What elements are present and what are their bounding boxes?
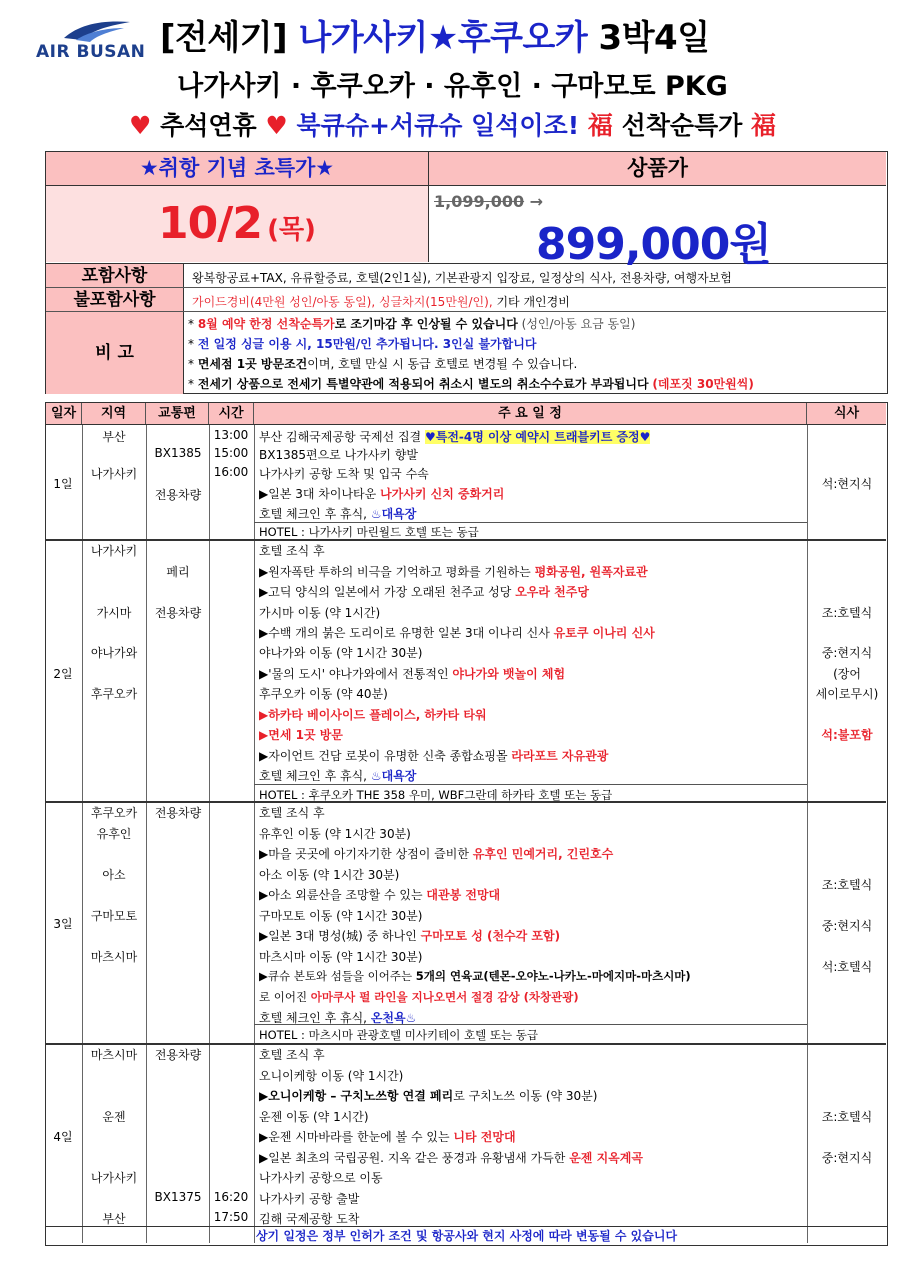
wing-icon <box>62 18 132 44</box>
disclaimer: 상기 일정은 정부 인허가 조건 및 항공사와 현지 사정에 따라 변동될 수 있습니다 <box>45 1226 888 1246</box>
price-box <box>45 151 888 270</box>
promo-line: ♥ 추석연휴 ♥ 북큐슈+서큐슈 일석이조! 福 선착순특가 福 <box>128 111 777 140</box>
info-table <box>45 264 888 394</box>
air-busan-logo <box>36 18 154 68</box>
note-2: * 전 일정 싱글 이용 시, 15만원/인 추가됩니다. 3인실 불가합니다 <box>188 337 537 351</box>
fortune-char: 福 <box>751 111 777 140</box>
excluded-row: 불포함사항 가이드경비(4만원 성인/아동 동일), 싱글차지(15만원/인), 기타 개인경비 <box>46 288 886 312</box>
main-title: [전세기] 나가사키★후쿠오카 3박4일 <box>160 18 710 58</box>
logo-text: AIR BUSAN <box>36 42 146 62</box>
day-1: 1일 <box>53 477 73 491</box>
hotel-day-1: HOTEL : 나가사키 마린월드 호텔 또는 동급 <box>259 525 479 539</box>
old-price: 1,099,000 → <box>434 192 544 211</box>
heart-icon: ♥ <box>128 111 152 140</box>
promo-header: ★취항 기념 초특가★ <box>46 152 429 186</box>
header <box>0 0 905 150</box>
heart-icon: ♥ <box>265 111 288 140</box>
note-3: * 면세점 1곳 방문조건이며, 호텔 만실 시 동급 호텔로 변경될 수 있습니다. <box>188 357 578 371</box>
new-price: 899,000원 <box>536 219 771 270</box>
itinerary-header: 일자 지역 교통편 시간 주 요 일 정 식사 <box>46 403 886 425</box>
hotel-day-2: HOTEL : 후쿠오카 THE 358 우미, WBF그란데 하카타 호텔 또는 동급 <box>259 788 613 802</box>
fortune-char: 福 <box>587 111 613 140</box>
day-4: 4일 <box>53 1130 73 1144</box>
day-3: 3일 <box>53 917 73 931</box>
day-2: 2일 <box>53 667 73 681</box>
note-1: * 8월 예약 한정 선착순특가로 조기마감 후 인상될 수 있습니다 (성인/아동 요금 동일) <box>188 317 636 331</box>
hotel-day-3: HOTEL : 마츠시마 관광호텔 미사키테이 호텔 또는 동급 <box>259 1028 538 1042</box>
subtitle: 나가사키 · 후쿠오카 · 유후인 · 구마모토 PKG <box>177 71 728 102</box>
price-header: 상품가 <box>429 152 886 186</box>
notes-row: 비 고 * 8월 예약 한정 선착순특가로 조기마감 후 인상될 수 있습니다 (성인/아동 요금 동일) * 전 일정 싱글 이용 시, 15만원/인 추가됩니다. 3인실 불가합니다 * 면세점 1곳 방문조건이며, 호텔 만실 시 동급 호텔로 변경될 수 있습니다. * 전세기 상품으로 전세기 특별약관에 적용되어 취소시 별도의 취소수수료가 부과됩니다 (데포짓 30만원씩) <box>46 312 886 394</box>
note-4: * 전세기 상품으로 전세기 특별약관에 적용되어 취소시 별도의 취소수수료가 부과됩니다 (데포짓 30만원씩) <box>188 377 754 391</box>
included-row: 포함사항 왕복항공료+TAX, 유류할증료, 호텔(2인1실), 기본관광지 입장료, 일정상의 식사, 전용차량, 여행자보험 <box>46 264 886 288</box>
itinerary-table: 일자 지역 교통편 시간 주 요 일 정 식사 1일 부산 나가사키 BX1385 전용차량 13:00 15:00 16:00 부산 김해국제공항 국제선 집결 ♥특전-4명 이상 예약시 트래블키트 증정♥ BX1385편으로 나가사키 향발 나가사키 공항 도착 및 입국 수속 ▶일본 3대 차이나타운 나가사키 신치 중화거리 호텔 체크인 후 휴식, ♨대욕장 HOTEL : 나가사키 마린월드 호텔 또는 동급 석:현지식 2일 나가사키 가시마 야나가와 후쿠오카 페리 전용차량 호텔 조식 후 ▶원자폭탄 투하의 비극을 기억하고 평화를 기원하는 평화공원, 원폭자료관 ▶고딕 양식의 일본에서 가장 오래된 천주교 성당 오우라 천주당 가시마 이동 (약 1시간) ▶수백 개의 붉은 도리이로 유명한 일본 3대 이나리 신사 유토쿠 이나리 신사 야나가와 이동 (약 1시간 30분) ▶'물의 도시' 야나가와에서 전통적인 야나가와 뱃놀이 체험 후쿠오카 이동 (약 40분) ▶하카타 베이사이드 플레이스, 하카타 타워 ▶면세 1곳 방문 ▶자이언트 건담 로봇이 유명한 신축 종합쇼핑몰 라라포트 자유관광 호텔 체크인 후 휴식, ♨대욕장 HOTEL : 후쿠오카 THE 358 우미, WBF그란데 하카타 호텔 또는 동급 조:호텔식 중:현지식 (장어 세이로무시) 석:불포함 3일 후쿠오카 유후인 아소 구마모토 마츠시마 전용차량 호텔 조식 후 유후인 이동 (약 1시간 30분) ▶마을 곳곳에 아기자기한 상점이 즐비한 유후인 민예거리, 긴린호수 아소 이동 (약 1시간 30분) ▶아소 외륜산을 조망할 수 있는 대관봉 전망대 구마모토 이동 (약 1시간 30분) ▶일본 3대 명성(城) 중 하나인 구마모토 성 (천수각 포함) 마츠시마 이동 (약 1시간 30분) ▶큐슈 본토와 섬들을 이어주는 5개의 연육교(텐몬-오야노-나카노-마에지마-마츠시마) 로 이어진 아마쿠사 펄 라인을 지나오면서 절경 감상 (차창관광) 호텔 체크인 후 휴식, 온천욕♨ HOTEL : 마츠시마 관광호텔 미사키테이 호텔 또는 동급 조:호텔식 중:현지식 석:호텔식 4일 마츠시마 운젠 나가사키 부산 전용차량 BX1375 16:20 17:50 호텔 조식 후 오니이케항 이동 (약 1시간) ▶오니이케항 – 구치노쓰항 연결 페리로 구치노쓰 이동 (약 30분) 운젠 이동 (약 1시간) ▶운젠 시마바라를 한눈에 볼 수 있는 니타 전망대 ▶일본 최초의 국립공원. 지옥 같은 풍경과 유황냄새 가득한 운젠 지옥계곡 나가사키 공항으로 이동 나가사키 공항 출발 김해 국제공항 도착 조:호텔식 중:현지식 <box>45 402 888 1246</box>
departure-date: 10/2 (목) <box>46 186 429 262</box>
